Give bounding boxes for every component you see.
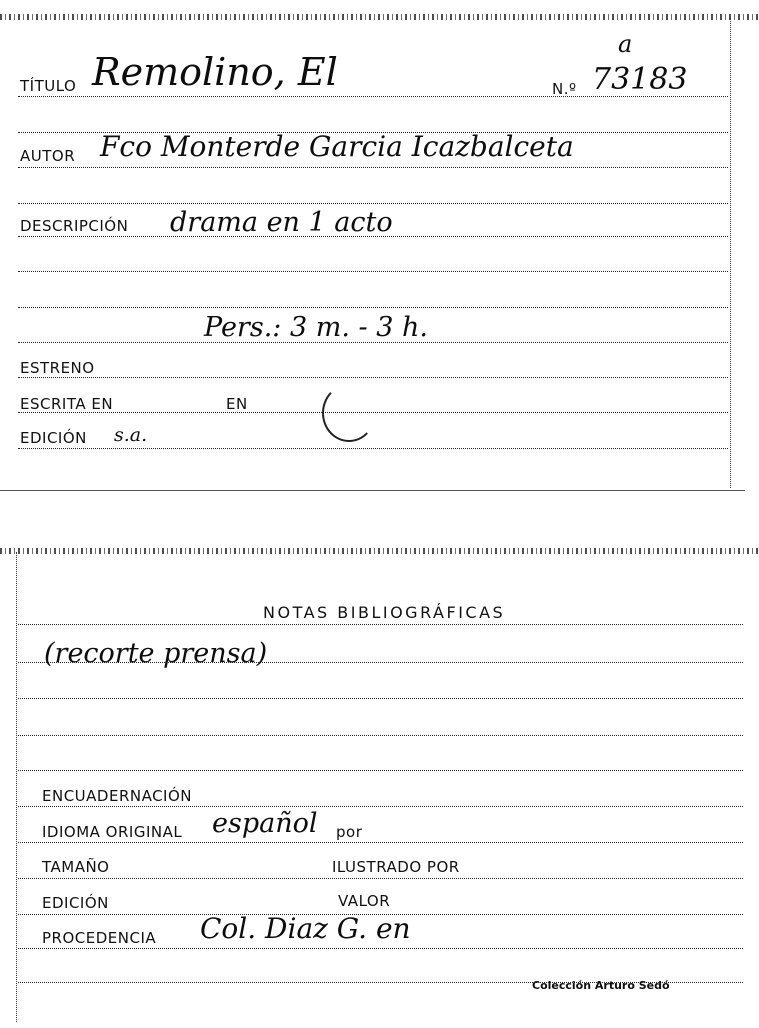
numero-suffix: a (618, 30, 633, 58)
procedencia-label: PROCEDENCIA (42, 929, 157, 947)
numero-label: N.º (552, 80, 577, 98)
rule (18, 948, 743, 949)
card-top-edge (0, 548, 759, 554)
rule (18, 770, 743, 771)
rule (18, 735, 743, 736)
rule (18, 806, 743, 807)
autor-value: Fco Monterde Garcia Icazbalceta (100, 130, 574, 163)
collection-footer: Colección Arturo Sedó (532, 979, 670, 992)
ilustrado-label: ILUSTRADO POR (332, 858, 460, 876)
rule (18, 167, 728, 168)
card-right-edge (730, 18, 731, 488)
notas-heading: NOTAS BIBLIOGRÁFICAS (263, 603, 506, 622)
autor-label: AUTOR (20, 147, 76, 165)
rule (18, 307, 728, 308)
card-top-edge (0, 14, 759, 20)
en-label: EN (226, 395, 248, 413)
card-bottom-edge (0, 490, 745, 491)
catalog-card-back (0, 540, 759, 1028)
escrita-en-label: ESCRITA EN (20, 395, 114, 413)
procedencia-value: Col. Diaz G. en (200, 912, 411, 945)
edicion-label: EDICIÓN (20, 429, 87, 447)
estreno-label: ESTRENO (20, 359, 95, 377)
descripcion-value: drama en 1 acto (170, 207, 393, 238)
titulo-value: Remolino, El (92, 50, 338, 94)
rule (18, 203, 728, 204)
edicion-back-label: EDICIÓN (42, 894, 109, 912)
punch-hole-mark (322, 384, 376, 442)
notas-value: (recorte prensa) (44, 638, 268, 669)
rule (18, 624, 743, 625)
encuadernacion-label: ENCUADERNACIÓN (42, 787, 193, 805)
edicion-value: s.a. (114, 424, 148, 446)
numero-value: 73183 (592, 62, 688, 97)
por-label: por (336, 823, 363, 841)
rule (18, 271, 728, 272)
valor-label: VALOR (338, 892, 391, 910)
rule (18, 842, 743, 843)
tamano-label: TAMAÑO (42, 858, 110, 876)
idioma-value: español (212, 808, 318, 839)
rule (18, 377, 728, 378)
catalog-card-front (0, 0, 759, 495)
descripcion-label: DESCRIPCIÓN (20, 217, 129, 235)
rule (18, 448, 728, 449)
titulo-label: TÍTULO (20, 77, 77, 95)
rule (18, 698, 743, 699)
personajes-value: Pers.: 3 m. - 3 h. (204, 312, 428, 343)
idioma-label: IDIOMA ORIGINAL (42, 823, 183, 841)
card-left-edge (16, 552, 17, 1022)
rule (18, 878, 743, 879)
